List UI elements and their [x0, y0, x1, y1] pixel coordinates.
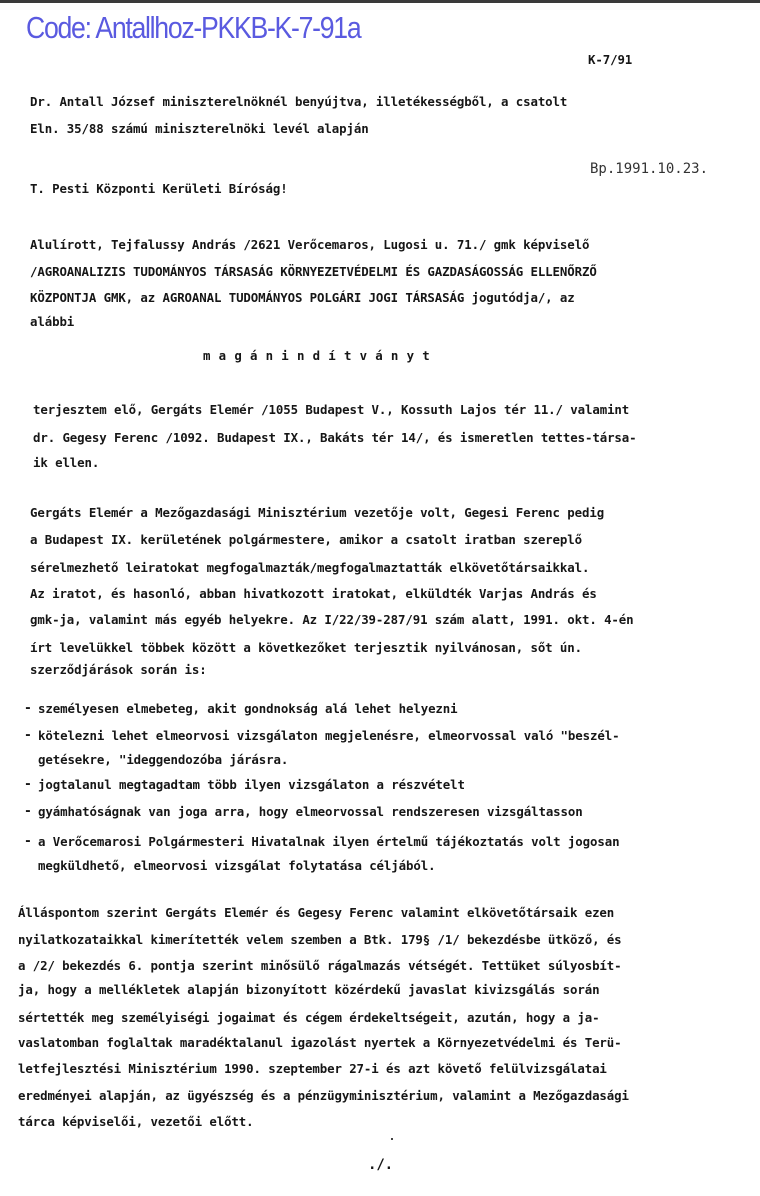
closing-line: sértették meg személyiségi jogaimat és cégem érdekeltségeit, azután, hogy a ja-	[18, 1010, 600, 1025]
body-line: írt levelükkel többek között a következőket terjesztik nyilvánosan, sőt ún.	[30, 640, 582, 655]
bullet-dash: -	[24, 834, 32, 849]
body-line: szerződjárások során is:	[30, 662, 207, 677]
bullet-dash: -	[24, 777, 32, 792]
intro-line: Alulírott, Tejfalussy András /2621 Verőcemaros, Lugosi u. 71./ gmk képviselő	[30, 237, 590, 252]
closing-line: ja, hogy a mellékletek alapján bizonyított közérdekű javaslat kivizsgálás során	[18, 982, 600, 997]
body-line: sérelmezhető leiratokat megfogalmazták/megfogalmaztatták elkövetőtársaikkal.	[30, 560, 590, 575]
bullet-item: a Verőcemarosi Polgármesteri Hivatalnak ilyen értelmű tájékoztatás volt jogosan	[38, 834, 620, 849]
intro-line: KÖZPONTJA GMK, az AGROANAL TUDOMÁNYOS POLGÁRI JOGI TÁRSASÁG jogutódja/, az	[30, 290, 575, 305]
closing-line: eredményei alapján, az ügyészség és a pénzügyminisztérium, valamint a Mezőgazdasági	[18, 1088, 629, 1103]
submission-note-line: Dr. Antall József miniszterelnöknél benyújtva, illetékességből, a csatolt	[30, 94, 568, 109]
document-date: Bp.1991.10.23.	[590, 161, 709, 177]
closing-line: nyilatkozataikkal kimerítették velem szemben a Btk. 179§ /1/ bekezdésbe ütköző, és	[18, 932, 622, 947]
bullet-item: jogtalanul megtagadtam több ilyen vizsgálaton a részvételt	[38, 777, 465, 792]
intro-line: alábbi	[30, 314, 75, 329]
motion-line: ik ellen.	[33, 455, 100, 470]
bullet-item-continuation: megküldhető, elmeorvosi vizsgálat folytatása céljából.	[38, 858, 436, 873]
closing-line: letfejlesztési Minisztérium 1990. szeptember 27-i és azt követő felülvizsgálatai	[18, 1061, 607, 1076]
page-continuation-mark: ./.	[368, 1157, 393, 1173]
bullet-dash: -	[24, 728, 32, 743]
bullet-item-continuation: getésekre, "ideggendozóba járásra.	[38, 752, 289, 767]
bullet-dash: -	[24, 804, 32, 819]
motion-line: terjesztem elő, Gergáts Elemér /1055 Budapest V., Kossuth Lajos tér 11./ valamint	[33, 402, 630, 417]
intro-line: /AGROANALIZIS TUDOMÁNYOS TÁRSASÁG KÖRNYEZETVÉDELMI ÉS GAZDASÁGOSSÁG ELLENŐRZŐ	[30, 264, 597, 279]
bullet-item: kötelezni lehet elmeorvosi vizsgálaton megjelenésre, elmeorvossal való "beszél-	[38, 728, 620, 743]
closing-line: vaslatomban foglaltak maradéktalanul igazolást nyertek a Környezetvédelmi és Terü-	[18, 1035, 622, 1050]
bullet-dash: -	[24, 701, 32, 716]
bullet-item: gyámhatóságnak van joga arra, hogy elmeorvossal rendszeresen vizsgáltasson	[38, 804, 583, 819]
code-label: Code: Antallhoz-PKKB-K-7-91a	[26, 10, 361, 45]
bullet-item: személyesen elmebeteg, akit gondnokság alá lehet helyezni	[38, 701, 458, 716]
reference-number: K-7/91	[588, 52, 633, 67]
submission-note-line: Eln. 35/88 számú miniszterelnöki levél alapján	[30, 121, 369, 136]
closing-line: a /2/ bekezdés 6. pontja szerint minősülő rágalmazás vétségét. Tettüket súlyosbít-	[18, 958, 622, 973]
motion-line: dr. Gegesy Ferenc /1092. Budapest IX., Bakáts tér 14/, és ismeretlen tettes-társa-	[33, 430, 637, 445]
closing-line: Álláspontom szerint Gergáts Elemér és Gegesy Ferenc valamint elkövetőtársaik ezen	[18, 905, 615, 920]
body-line: gmk-ja, valamint más egyéb helyekre. Az I/22/39-287/91 szám alatt, 1991. okt. 4-én	[30, 612, 634, 627]
body-line: Gergáts Elemér a Mezőgazdasági Minisztérium vezetője volt, Gegesi Ferenc pedig	[30, 505, 605, 520]
body-line: a Budapest IX. kerületének polgármestere, amikor a csatolt iratban szereplő	[30, 532, 582, 547]
scan-top-edge	[0, 0, 760, 3]
motion-title: magánindítványt	[203, 348, 438, 363]
body-line: Az iratot, és hasonló, abban hivatkozott iratokat, elküldték Varjas András és	[30, 586, 597, 601]
addressee: T. Pesti Központi Kerületi Bíróság!	[30, 181, 288, 196]
closing-line: tárca képviselői, vezetői előtt.	[18, 1114, 254, 1129]
ink-speck	[391, 1138, 393, 1140]
